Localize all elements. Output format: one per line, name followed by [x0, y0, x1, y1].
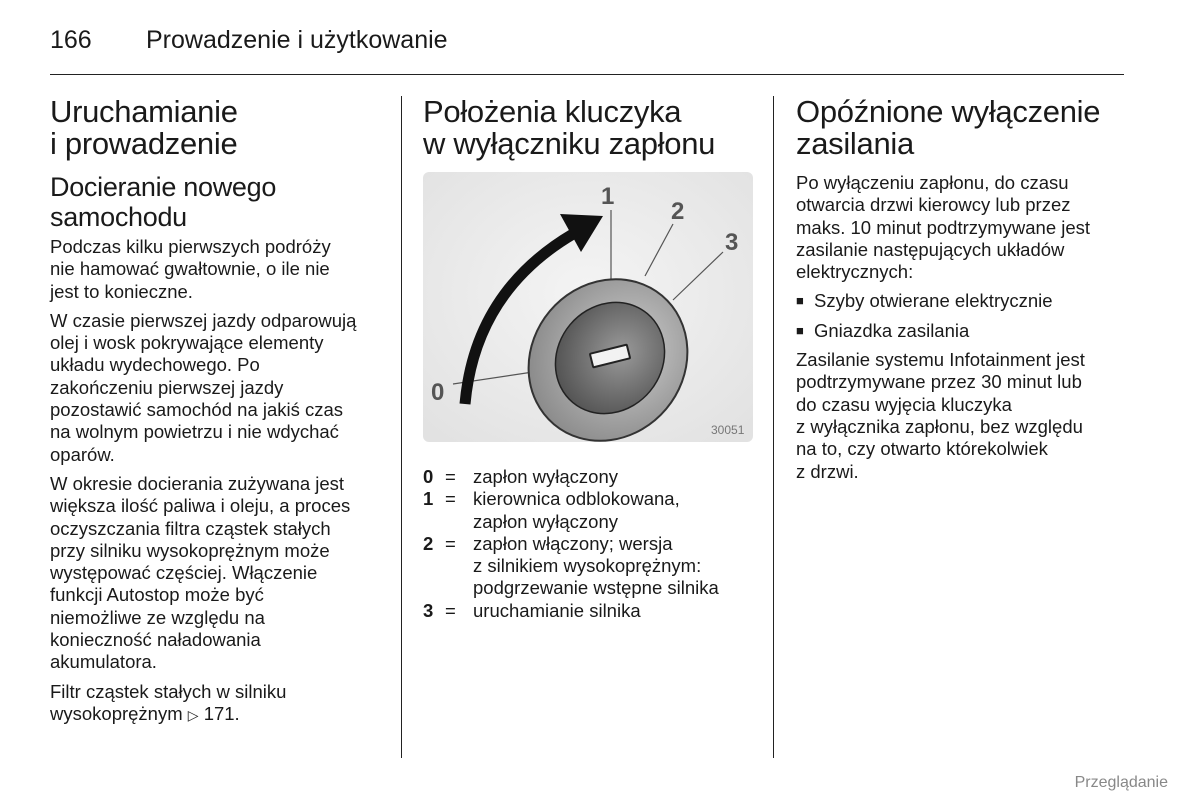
filter-reference-text: Filtr cząstek stałych w silniku wysokoprężnym: [50, 680, 287, 724]
square-bullet-icon: ■: [796, 322, 804, 338]
legend-key: 1: [423, 488, 434, 510]
paragraph-power-retention: Po wyłączeniu zapłonu, do czasu otwarcia drzwi kierowcy lub przez maks. 10 minut podtrzymywane jest zasilanie następujących układów elektrycznych:: [796, 172, 1091, 283]
column-key-positions: [423, 96, 763, 622]
legend-key: 3: [423, 599, 434, 621]
legend-key: 0: [423, 466, 434, 487]
legend-equals: =: [445, 532, 456, 554]
position-label-2: 2: [671, 198, 685, 225]
legend-value: zapłon włączony; wersja z silnikiem wysokoprężnym: podgrzewanie wstępne silnika: [473, 532, 719, 599]
page-number: 166: [50, 26, 92, 54]
key-position-legend: [423, 466, 763, 622]
browse-link[interactable]: Przeglądanie: [1074, 774, 1168, 791]
legend-row: [423, 466, 763, 488]
list-item-text: Gniazdka zasilania: [814, 319, 970, 341]
ignition-switch-figure: [423, 172, 753, 442]
paragraph-infotainment: Zasilanie systemu Infotainment jest podtrzymywane przez 30 minut lub do czasu wyjęcia kluczyka z wyłącznika zapłonu, bez względu na to, czy otwarto którekolwiek z drzwi.: [796, 349, 1085, 482]
list-item: [796, 290, 1126, 312]
heading-delayed-power-off: Opóźnione wyłączenie zasilania: [796, 94, 1101, 161]
legend-equals: =: [445, 599, 456, 621]
list-item-text: Szyby otwierane elektrycznie: [814, 290, 1053, 312]
reference-page-link[interactable]: 171.: [203, 702, 240, 724]
heading-key-positions: Położenia kluczyka w wyłączniku zapłonu: [423, 94, 716, 161]
column-divider-2: [773, 96, 774, 758]
legend-value: zapłon wyłączony: [473, 466, 618, 487]
position-label-3: 3: [725, 229, 739, 256]
position-label-0: 0: [431, 379, 445, 406]
legend-equals: =: [445, 488, 456, 510]
section-title: Prowadzenie i użytkowanie: [146, 26, 448, 54]
paragraph-consumption: W okresie docierania zużywana jest większa ilość paliwa i oleju, a proces oczyszczania filtra cząstek stałych przy silniku wysokoprężnym może występować częściej. Włączenie funkcji Autostop może być niemożliwe ze względu na konieczność naładowania akumulatora.: [50, 472, 351, 673]
legend-equals: =: [445, 466, 456, 487]
heading-running-in: Docieranie nowego samochodu: [50, 172, 277, 232]
page-header: [50, 26, 448, 55]
header-divider: [50, 74, 1124, 75]
paragraph-exhaust: W czasie pierwszej jazdy odparowują olej i wosk pokrywające elementy układu wydechowego. Po zakończeniu pierwszej jazdy pozostawić samochód na jakiś czas na wolnym powietrzu i nie wdychać oparów.: [50, 309, 357, 465]
legend-row: [423, 600, 763, 622]
arrow-ref-icon[interactable]: ▷: [187, 707, 199, 724]
legend-row: [423, 488, 763, 533]
column-start-driving: [50, 96, 390, 734]
column-divider-1: [401, 96, 402, 758]
square-bullet-icon: ■: [796, 293, 804, 309]
ignition-switch-illustration: [423, 172, 753, 442]
legend-key: 2: [423, 532, 434, 554]
legend-value: uruchamianie silnika: [473, 599, 641, 621]
paragraph-filter-reference: [50, 681, 390, 728]
legend-row: [423, 533, 763, 600]
column-delayed-power-off: [796, 96, 1126, 490]
paragraph-braking: Podczas kilku pierwszych podróży nie hamować gwałtownie, o ile nie jest to konieczne.: [50, 236, 331, 302]
list-item: [796, 320, 1126, 342]
heading-starting-driving: Uruchamianie i prowadzenie: [50, 94, 238, 161]
figure-code: 30051: [711, 423, 745, 437]
powered-systems-list: [796, 290, 1126, 342]
legend-value: kierownica odblokowana, zapłon wyłączony: [473, 488, 680, 532]
position-label-1: 1: [601, 183, 615, 210]
